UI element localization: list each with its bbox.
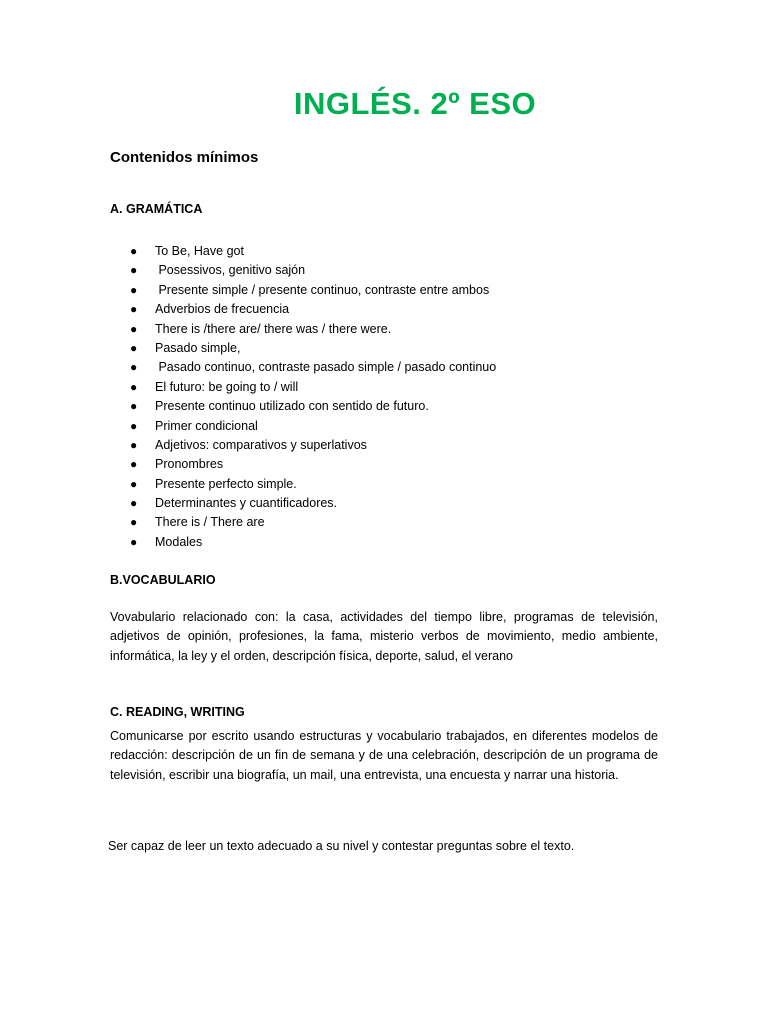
bullet-icon: ● xyxy=(130,534,138,549)
bullet-icon: ● xyxy=(130,399,138,414)
reading-paragraph: Comunicarse por escrito usando estructuras y vocabulario trabajados, en diferentes modelos de redacción: descripción de un fin de semana y de una celebración, descripción de un programa de televisión, escribir una biografía, un mail, una entrevista, una encuesta y narrar una historia. xyxy=(110,729,658,782)
bullet-icon: ● xyxy=(130,244,138,258)
vocabulary-heading: B.VOCABULARIO xyxy=(110,573,216,587)
bullet-icon: ● xyxy=(130,437,138,452)
bullet-icon: ● xyxy=(130,263,138,278)
bullet-icon: ● xyxy=(130,515,138,530)
document-page: INGLÉS. 2º ESO Contenidos mínimos A. GRAMÁTICA ● To Be, Have got ● Posessivos, genitivo sajón ● Presente simple / presente continuo, contraste entre ambos ● Adverbios de frecuencia ● There is /there are/ there was / there were. ● Pasado simple, ● Pasado continuo, contraste pasado simple / pasado continuo ● El futuro: be going to / will ● Presente continuo utilizado con sentido de futuro. ● Primer condicional ● Adjetivos: comparativos y superlativos ● Pronombres ● Presente perfecto simple. ● Determinantes y cuantificadores. ● There is / There are ● Modales B.VOCABULARIO Vovabulario relacionado con: la casa, actividades del tiempo libre, programas de televisión, adjetivos de opinión, profesiones, la fama, misterio verbos de movimiento, medio ambiente, informática, la ley y el orden, descripción física, deporte, salud, el verano C. READING, WRITING Comunicarse por escrito usando estructuras y vocabulario trabajados, en diferentes modelos de redacción: descripción de un fin de semana y de una celebración, descripción de un programa de televisión, escribir una biografía, un mail, una entrevista, una encuesta y narrar una historia. Ser capaz de leer un texto adecuado a su nivel y contestar preguntas sobre el texto. xyxy=(0,0,768,1024)
page-subtitle: Contenidos mínimos xyxy=(110,149,259,166)
grammar-heading: A. GRAMÁTICA xyxy=(110,202,203,216)
bullet-icon: ● xyxy=(130,457,138,472)
bullet-icon: ● xyxy=(130,418,138,433)
page-title: INGLÉS. 2º ESO xyxy=(293,86,537,121)
bullet-icon: ● xyxy=(130,496,138,511)
bullet-icon: ● xyxy=(130,476,138,491)
bullet-icon: ● xyxy=(130,282,138,297)
vocabulary-paragraph: Vovabulario relacionado con: la casa, actividades del tiempo libre, programas de televisión, adjetivos de opinión, profesiones, la fama, misterio verbos de movimiento, medio ambiente, informática, la ley y el orden, descripción física, deporte, salud, el verano xyxy=(110,610,658,663)
reading-paragraph-2: Ser capaz de leer un texto adecuado a su nivel y contestar preguntas sobre el texto. xyxy=(108,839,575,853)
reading-heading: C. READING, WRITING xyxy=(110,705,245,719)
bullet-icon: ● xyxy=(130,360,138,375)
bullet-icon: ● xyxy=(130,379,138,394)
bullet-icon: ● xyxy=(130,302,138,317)
bullet-icon: ● xyxy=(130,340,138,355)
bullet-icon: ● xyxy=(130,321,138,336)
